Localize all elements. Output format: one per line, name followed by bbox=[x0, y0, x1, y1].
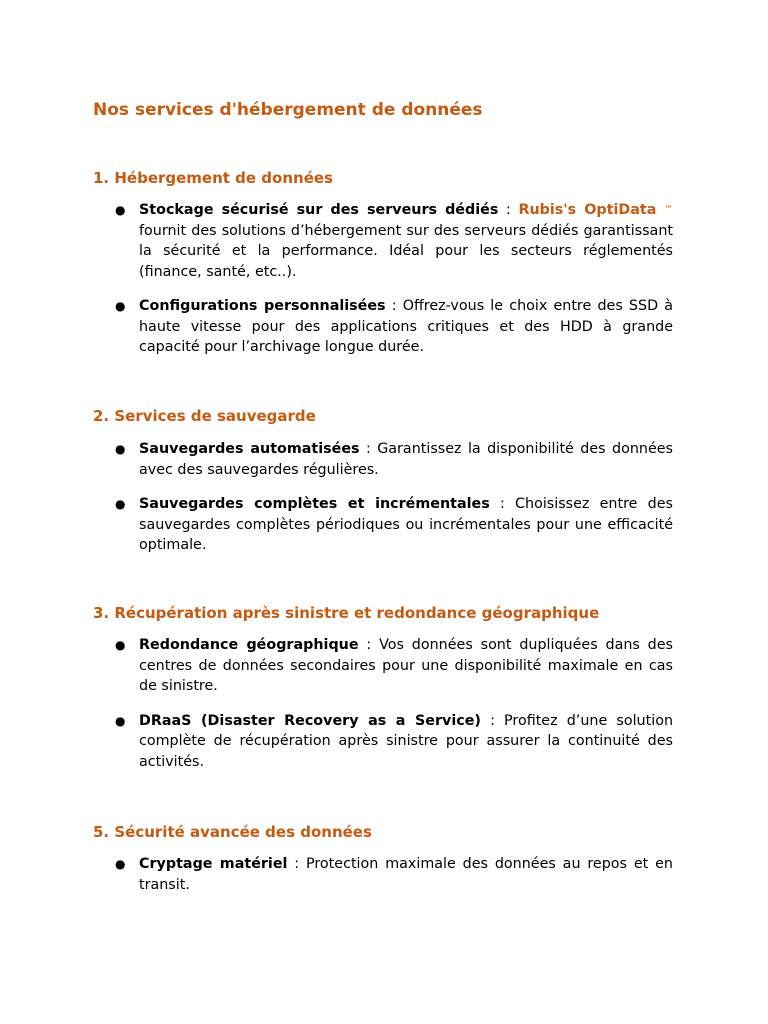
item-separator: : bbox=[385, 298, 403, 314]
page-title: Nos services d'hébergement de données bbox=[93, 100, 483, 120]
list-item bbox=[0, 711, 768, 773]
bullet-icon: ● bbox=[115, 638, 126, 652]
item-term: Redondance géographique bbox=[139, 637, 359, 653]
item-description: Profitez d’une solution complète de récupération après sinistre pour assurer la continuité des activités. bbox=[139, 712, 673, 770]
item-description: fournit des solutions d’hébergement sur des serveurs dédiés garantissant la sécurité et la performance. Idéal pour les secteurs réglementés (finance, santé, etc..). bbox=[139, 222, 673, 280]
list-item bbox=[0, 200, 768, 282]
item-term: Stockage sécurisé sur des serveurs dédiés bbox=[139, 202, 499, 218]
section-heading-hosting: 1. Hébergement de données bbox=[93, 169, 333, 187]
bullet-icon: ● bbox=[115, 442, 126, 456]
bullet-icon: ● bbox=[115, 497, 126, 511]
item-description: Vos données sont dupliquées dans des centres de données secondaires pour une disponibilité maximale en cas de sinistre. bbox=[139, 637, 674, 694]
list-item-text bbox=[139, 711, 673, 773]
list-item bbox=[0, 296, 768, 358]
item-separator: : bbox=[358, 637, 380, 653]
list-item-text bbox=[139, 494, 673, 556]
list-item-text bbox=[139, 296, 673, 358]
item-description: Offrez-vous le choix entre des SSD à haute vitesse pour des applications critiques et des HDD à grande capacité pour l’archivage longue durée. bbox=[139, 298, 673, 355]
item-description: Choisissez entre des sauvegardes complètes périodiques ou incrémentales pour une efficacité optimale. bbox=[139, 496, 674, 553]
list-item bbox=[0, 494, 768, 556]
section-heading-security: 5. Sécurité avancée des données bbox=[93, 823, 372, 841]
list-item-text bbox=[139, 439, 673, 480]
section-heading-backup: 2. Services de sauvegarde bbox=[93, 407, 316, 425]
list-item-text bbox=[139, 200, 673, 282]
item-separator: : bbox=[287, 856, 306, 872]
item-separator: : bbox=[359, 441, 378, 457]
bullet-icon: ● bbox=[115, 203, 126, 217]
list-item-text bbox=[139, 635, 673, 697]
bullet-list-backup bbox=[0, 439, 768, 570]
item-separator: : bbox=[489, 496, 516, 512]
bullet-icon: ● bbox=[115, 857, 126, 871]
bullet-icon: ● bbox=[115, 299, 126, 313]
item-description: Garantissez la disponibilité des données avec des sauvegardes régulières. bbox=[139, 441, 674, 478]
list-item bbox=[0, 635, 768, 697]
item-term: Cryptage matériel bbox=[139, 856, 288, 872]
bullet-list-security bbox=[0, 854, 768, 909]
section-heading-recovery: 3. Récupération après sinistre et redondance géographique bbox=[93, 604, 600, 622]
trademark-symbol: ™ bbox=[664, 205, 673, 215]
list-item-text bbox=[139, 854, 673, 895]
list-item bbox=[0, 854, 768, 895]
item-description: Protection maximale des données au repos et en transit. bbox=[139, 856, 673, 893]
item-term: Sauvegardes automatisées bbox=[139, 441, 360, 457]
list-item bbox=[0, 439, 768, 480]
bullet-list-hosting bbox=[0, 200, 768, 372]
bullet-list-recovery bbox=[0, 635, 768, 786]
brand-name: Rubis's OptiData bbox=[518, 202, 657, 218]
item-separator: : bbox=[498, 202, 519, 218]
item-term: Sauvegardes complètes et incrémentales bbox=[139, 496, 490, 512]
bullet-icon: ● bbox=[115, 713, 126, 728]
item-term: Configurations personnalisées bbox=[139, 298, 386, 314]
item-term: DRaaS (Disaster Recovery as a Service) bbox=[139, 712, 481, 729]
item-separator: : bbox=[480, 712, 505, 729]
